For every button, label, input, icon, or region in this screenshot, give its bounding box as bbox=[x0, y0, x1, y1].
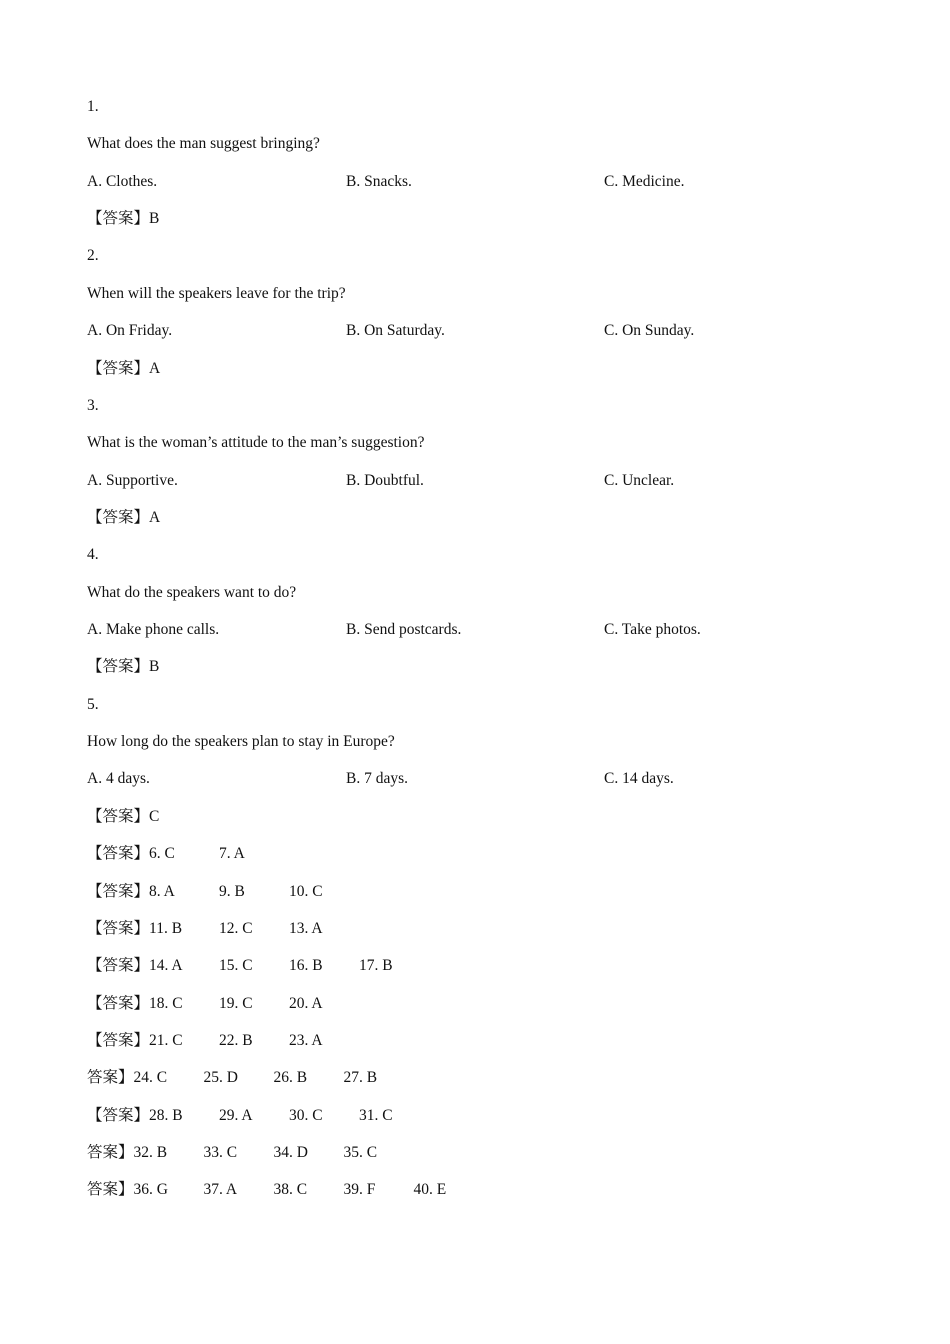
answer-item: 32. B bbox=[133, 1144, 168, 1162]
answer-label: 【答案】 bbox=[87, 508, 150, 526]
answer-item: 35. C bbox=[343, 1144, 378, 1162]
answer-item: 24. C bbox=[133, 1069, 168, 1087]
answer-item: 23. A bbox=[289, 1031, 323, 1049]
answer-item: 17. B bbox=[359, 957, 393, 975]
question-number: 2. bbox=[87, 247, 99, 265]
option-c: C. 14 days. bbox=[604, 770, 674, 788]
answer-row bbox=[87, 1134, 867, 1171]
answer-item: 31. C bbox=[359, 1106, 393, 1124]
answer-item: 7. A bbox=[219, 845, 245, 863]
answer-item: 13. A bbox=[289, 919, 323, 937]
option-b: B. Send postcards. bbox=[346, 621, 462, 639]
answer-item: 27. B bbox=[343, 1069, 378, 1087]
options-row bbox=[87, 312, 867, 349]
answer-label: 【答案】 bbox=[87, 210, 150, 228]
answer-item: 15. C bbox=[219, 957, 253, 975]
answer-item: 22. B bbox=[219, 1031, 253, 1049]
answer-value: B bbox=[149, 210, 160, 228]
options-row bbox=[87, 760, 867, 797]
answer-item: 30. C bbox=[289, 1106, 323, 1124]
answer-item: 10. C bbox=[289, 882, 323, 900]
answer-label: 答案】 bbox=[87, 1144, 134, 1162]
answer-item: 14. A bbox=[149, 957, 183, 975]
option-a: A. Supportive. bbox=[87, 471, 178, 489]
answer-item: 8. A bbox=[149, 882, 175, 900]
answer-item: 20. A bbox=[289, 994, 323, 1012]
options-row bbox=[87, 611, 867, 648]
answer-row bbox=[87, 1171, 867, 1208]
answer-item: 36. G bbox=[133, 1181, 168, 1199]
answer-item: 25. D bbox=[203, 1069, 238, 1087]
options-row bbox=[87, 462, 867, 499]
question-text: What does the man suggest bringing? bbox=[87, 135, 320, 153]
answer-row bbox=[87, 910, 867, 947]
option-c: C. Take photos. bbox=[604, 621, 701, 639]
option-a: A. Make phone calls. bbox=[87, 621, 220, 639]
option-b: B. On Saturday. bbox=[346, 322, 445, 340]
answer-item: 6. C bbox=[149, 845, 175, 863]
option-a: A. Clothes. bbox=[87, 172, 158, 190]
question-number: 3. bbox=[87, 396, 99, 414]
option-a: A. 4 days. bbox=[87, 770, 150, 788]
answer-item: 11. B bbox=[149, 919, 183, 937]
question-text: How long do the speakers plan to stay in Europe? bbox=[87, 733, 395, 751]
answer-item: 37. A bbox=[203, 1181, 238, 1199]
answer-item: 33. C bbox=[203, 1144, 238, 1162]
answer-item: 16. B bbox=[289, 957, 323, 975]
answer-row bbox=[87, 1022, 867, 1059]
question-number: 1. bbox=[87, 98, 99, 115]
answer-label: 答案】 bbox=[87, 1181, 134, 1199]
answer-value: A bbox=[149, 359, 161, 377]
answer-line bbox=[87, 798, 867, 835]
answer-row bbox=[87, 1097, 867, 1134]
answer-item: 12. C bbox=[219, 919, 253, 937]
answer-label: 【答案】 bbox=[87, 882, 150, 900]
answer-line bbox=[87, 200, 867, 237]
question-text: When will the speakers leave for the trip? bbox=[87, 284, 346, 302]
answer-row bbox=[87, 1059, 867, 1096]
answer-row bbox=[87, 947, 867, 984]
answer-label: 【答案】 bbox=[87, 957, 150, 975]
option-b: B. Snacks. bbox=[346, 172, 412, 190]
answer-label: 【答案】 bbox=[87, 845, 150, 863]
answer-item: 26. B bbox=[273, 1069, 308, 1087]
answer-row bbox=[87, 835, 867, 872]
answer-row bbox=[87, 873, 867, 910]
option-b: B. Doubtful. bbox=[346, 471, 424, 489]
answer-line bbox=[87, 350, 867, 387]
answer-label: 【答案】 bbox=[87, 919, 150, 937]
option-a: A. On Friday. bbox=[87, 322, 173, 340]
answer-item: 39. F bbox=[343, 1181, 376, 1199]
answer-label: 【答案】 bbox=[87, 994, 150, 1012]
answer-item: 29. A bbox=[219, 1106, 253, 1124]
answer-label: 【答案】 bbox=[87, 1106, 150, 1124]
answer-item: 34. D bbox=[273, 1144, 308, 1162]
option-c: C. On Sunday. bbox=[604, 322, 695, 340]
answer-item: 28. B bbox=[149, 1106, 183, 1124]
answer-row bbox=[87, 985, 867, 1022]
option-c: C. Medicine. bbox=[604, 172, 685, 190]
answer-label: 【答案】 bbox=[87, 807, 150, 825]
answer-document bbox=[87, 88, 867, 1209]
answer-line bbox=[87, 648, 867, 685]
answer-item: 40. E bbox=[413, 1181, 447, 1199]
answer-item: 18. C bbox=[149, 994, 183, 1012]
options-row bbox=[87, 163, 867, 200]
question-number: 5. bbox=[87, 695, 99, 713]
question-text: What do the speakers want to do? bbox=[87, 583, 297, 601]
question-number: 4. bbox=[87, 546, 99, 564]
answer-value: B bbox=[149, 658, 160, 676]
answer-item: 9. B bbox=[219, 882, 245, 900]
option-b: B. 7 days. bbox=[346, 770, 408, 788]
answer-value: A bbox=[149, 508, 161, 526]
option-c: C. Unclear. bbox=[604, 471, 675, 489]
answer-label: 答案】 bbox=[87, 1069, 134, 1087]
answer-item: 21. C bbox=[149, 1031, 183, 1049]
question-text: What is the woman’s attitude to the man’s suggestion? bbox=[87, 434, 425, 452]
answer-value: C bbox=[149, 807, 160, 825]
answer-item: 38. C bbox=[273, 1181, 308, 1199]
answer-item: 19. C bbox=[219, 994, 253, 1012]
answer-label: 【答案】 bbox=[87, 359, 150, 377]
answer-line bbox=[87, 499, 867, 536]
answer-label: 【答案】 bbox=[87, 1031, 150, 1049]
answer-label: 【答案】 bbox=[87, 658, 150, 676]
